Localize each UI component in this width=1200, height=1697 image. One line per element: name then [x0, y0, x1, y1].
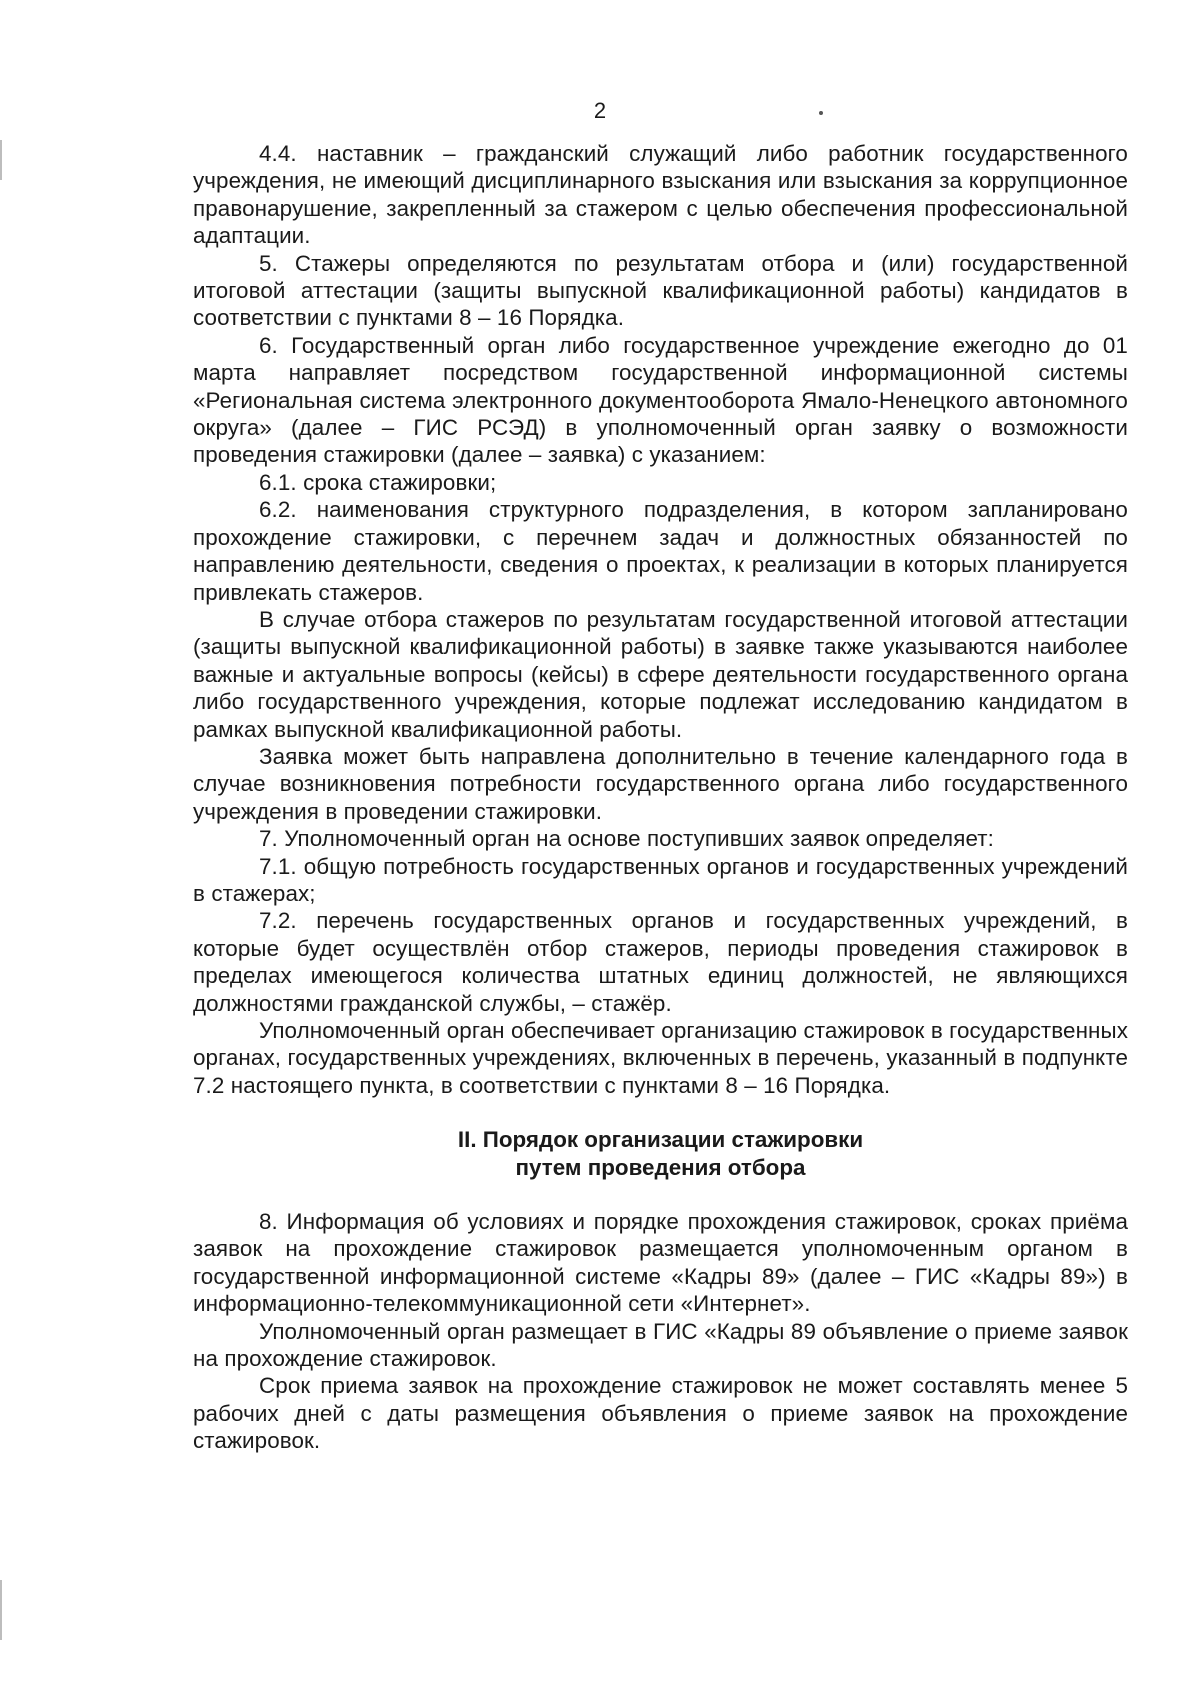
paragraph-7-organization: Уполномоченный орган обеспечивает организацию стажировок в государственных органах, государственных учреждениях, включенных в перечень, указанный в подпункте 7.2 настоящего пункта, в соответствии с пунктами 8 – 16 Порядка.	[193, 1018, 1128, 1098]
paragraph-6-1: 6.1. срока стажировки;	[259, 469, 497, 495]
scan-edge-mark	[0, 140, 2, 180]
paragraph-8-deadline: Срок приема заявок на прохождение стажировок не может составлять менее 5 рабочих дней с даты размещения объявления о приеме заявок на прохождение стажировок.	[193, 1373, 1128, 1454]
paragraph-5: 5. Стажеры определяются по результатам отбора и (или) государственной итоговой аттестации (защиты выпускной квалификационной работы) кандидатов в соответствии с пунктами 8 – 16 Порядка.	[193, 250, 1128, 331]
paragraph-7: 7. Уполномоченный орган на основе поступивших заявок определяет:	[259, 826, 994, 852]
paragraph-7-2: 7.2. перечень государственных органов и государственных учреждений, в которые будет осуществлён отбор стажеров, периоды проведения стажировок в пределах имеющегося количества штатных единиц должностей, не являющихся должностями гражданской службы, – стажёр.	[193, 908, 1128, 1016]
section-heading-line-1: II. Порядок организации стажировки	[457, 1127, 864, 1153]
section-heading	[193, 1126, 1128, 1181]
scan-edge-mark	[0, 1580, 2, 1640]
page-number: 2	[593, 98, 607, 123]
paragraph-7-1: 7.1. общую потребность государственных органов и государственных учреждений в стажерах;	[193, 853, 1128, 906]
paragraph-6: 6. Государственный орган либо государственное учреждение ежегодно до 01 марта направляет посредством государственной информационной системы «Региональная система электронного документооборота Ямало-Ненецкого автономного округа» (далее – ГИС РСЭД) в уполномоченный орган заявку о возможности проведения стажировки (далее – заявка) с указанием:	[193, 332, 1128, 468]
paragraph-4-4: 4.4. наставник – гражданский служащий либо работник государственного учреждения, не имеющий дисциплинарного взыскания или взыскания за коррупционное правонарушение, закрепленный за стажером с целью обеспечения профессиональной адаптации.	[193, 141, 1128, 249]
paragraph-8-announcement: Уполномоченный орган размещает в ГИС «Кадры 89 объявление о приеме заявок на прохождение стажировок.	[193, 1318, 1128, 1372]
paragraph-6-additional: Заявка может быть направлена дополнительно в течение календарного года в случае возникновения потребности государственного органа либо государственного учреждения в проведении стажировки.	[193, 743, 1128, 824]
section-heading-line-2: путем проведения отбора	[515, 1154, 806, 1180]
document-body	[193, 140, 1128, 1455]
paragraph-8: 8. Информация об условиях и порядке прохождения стажировок, сроках приёма заявок на прохождение стажировок размещается уполномоченным органом в государственной информационной системе «Кадры 89» (далее – ГИС «Кадры 89») в информационно-телекоммуникационной сети «Интернет».	[193, 1209, 1128, 1317]
paragraph-6-2: 6.2. наименования структурного подразделения, в котором запланировано прохождение стажировки, с перечнем задач и должностных обязанностей по направлению деятельности, сведения о проектах, к реализации в которых планируется привлекать стажеров.	[193, 497, 1128, 605]
paragraph-6-cases: В случае отбора стажеров по результатам государственной итоговой аттестации (защиты выпускной квалификационной работы) в заявке также указываются наиболее важные и актуальные вопросы (кейсы) в сфере деятельности государственного органа либо государственного учреждения, которые подлежат исследованию кандидатом в рамках выпускной квалификационной работы.	[193, 606, 1128, 742]
scan-artifact	[819, 111, 823, 115]
